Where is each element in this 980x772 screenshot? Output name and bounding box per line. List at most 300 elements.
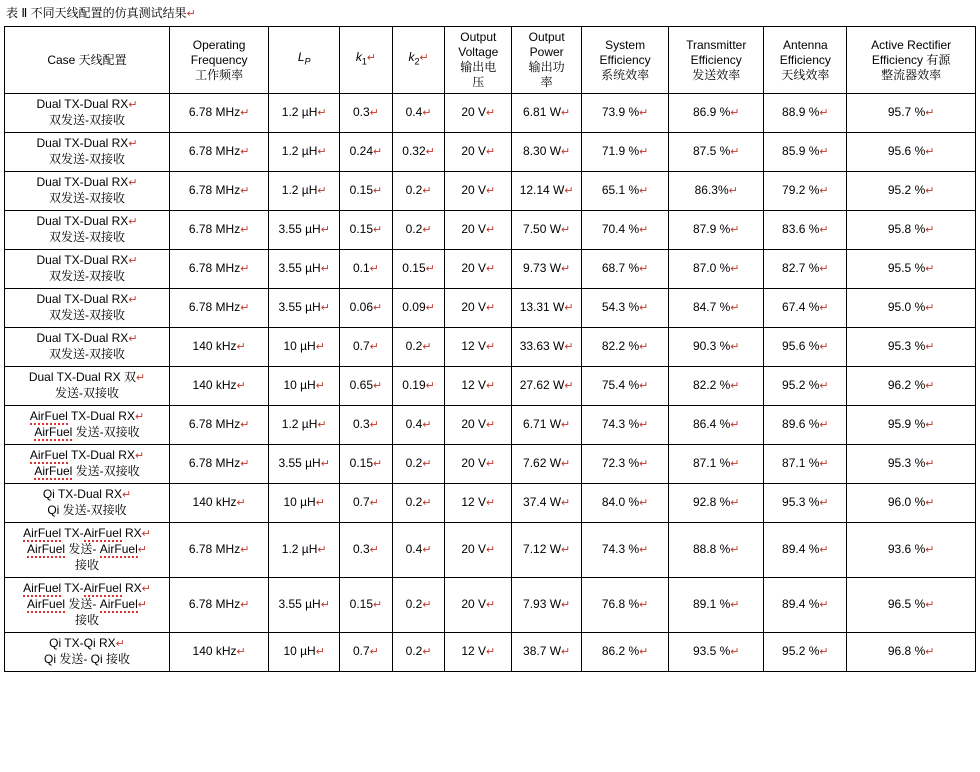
cell-output-voltage: 12 V↵ — [445, 633, 512, 672]
cell-transmitter-efficiency: 87.1 %↵ — [669, 445, 764, 484]
paragraph-mark-icon: ↵ — [422, 224, 432, 236]
paragraph-mark-icon: ↵ — [369, 341, 379, 353]
cell-system-efficiency: 74.3 %↵ — [582, 523, 669, 578]
paragraph-mark-icon: ↵ — [486, 107, 496, 119]
cell-k1: 0.65↵ — [340, 367, 393, 406]
paragraph-mark-icon: ↵ — [728, 185, 738, 197]
paragraph-mark-icon: ↵ — [819, 263, 829, 275]
paragraph-mark-icon: ↵ — [639, 419, 649, 431]
header-vout-line4: 压 — [472, 75, 485, 89]
cell-output-power: 38.7 W↵ — [512, 633, 582, 672]
paragraph-mark-icon: ↵ — [819, 419, 829, 431]
header-sys-line2: Efficiency — [599, 52, 651, 67]
spellcheck-term: AirFuel — [23, 581, 62, 595]
paragraph-mark-icon: ↵ — [561, 646, 571, 658]
paragraph-mark-icon: ↵ — [925, 224, 935, 236]
header-ant-line3: 天线效率 — [781, 67, 830, 82]
header-rect-line2: Efficiency 有源 — [871, 52, 951, 67]
paragraph-mark-icon: ↵ — [730, 263, 740, 275]
cell-case-line: AirFuel 发送- AirFuel↵ — [27, 597, 147, 611]
cell-system-efficiency: 82.2 %↵ — [582, 328, 669, 367]
cell-transmitter-efficiency: 87.9 %↵ — [669, 211, 764, 250]
cell-k1: 0.15↵ — [340, 578, 393, 633]
table-header-row — [5, 27, 976, 94]
paragraph-mark-icon: ↵ — [564, 302, 574, 314]
paragraph-mark-icon: ↵ — [240, 458, 250, 470]
cell-lp: 3.55 µH↵ — [269, 578, 340, 633]
cell-case — [5, 406, 170, 445]
paragraph-mark-icon: ↵ — [925, 263, 935, 275]
cell-case-line: 双发送-双接收 — [49, 308, 126, 322]
results-table — [4, 26, 976, 672]
paragraph-mark-icon: ↵ — [925, 302, 935, 314]
paragraph-mark-icon: ↵ — [730, 497, 740, 509]
paragraph-mark-icon: ↵ — [240, 146, 250, 158]
paragraph-mark-icon: ↵ — [373, 302, 383, 314]
paragraph-mark-icon: ↵ — [925, 646, 935, 658]
paragraph-mark-icon: ↵ — [486, 646, 496, 658]
cell-output-power: 8.30 W↵ — [512, 133, 582, 172]
paragraph-mark-icon: ↵ — [486, 224, 496, 236]
paragraph-mark-icon: ↵ — [128, 255, 138, 267]
paragraph-mark-icon: ↵ — [422, 544, 432, 556]
paragraph-mark-icon: ↵ — [240, 544, 250, 556]
cell-k2: 0.2↵ — [392, 633, 445, 672]
paragraph-mark-icon: ↵ — [425, 146, 435, 158]
cell-lp: 10 µH↵ — [269, 633, 340, 672]
cell-output-power: 13.31 W↵ — [512, 289, 582, 328]
paragraph-mark-icon: ↵ — [366, 52, 377, 65]
cell-case — [5, 578, 170, 633]
cell-antenna-efficiency: 83.6 %↵ — [764, 211, 847, 250]
cell-lp: 3.55 µH↵ — [269, 250, 340, 289]
paragraph-mark-icon: ↵ — [422, 497, 432, 509]
header-output-voltage — [445, 27, 512, 94]
header-frequency-line3: 工作频率 — [195, 67, 244, 82]
cell-output-power: 7.12 W↵ — [512, 523, 582, 578]
paragraph-mark-icon: ↵ — [925, 341, 935, 353]
spellcheck-term: AirFuel — [99, 542, 138, 556]
paragraph-mark-icon: ↵ — [369, 107, 379, 119]
paragraph-mark-icon: ↵ — [236, 646, 246, 658]
paragraph-mark-icon: ↵ — [422, 599, 432, 611]
paragraph-mark-icon: ↵ — [422, 185, 432, 197]
cell-frequency: 6.78 MHz↵ — [170, 406, 269, 445]
paragraph-mark-icon: ↵ — [240, 185, 250, 197]
cell-case — [5, 367, 170, 406]
cell-case — [5, 328, 170, 367]
paragraph-mark-icon: ↵ — [639, 263, 649, 275]
header-k2-symbol: k — [408, 50, 415, 65]
paragraph-mark-icon: ↵ — [639, 544, 649, 556]
paragraph-mark-icon: ↵ — [315, 380, 325, 392]
header-sys-line1: System — [605, 37, 646, 52]
paragraph-mark-icon: ↵ — [639, 107, 649, 119]
paragraph-mark-icon: ↵ — [141, 528, 151, 540]
paragraph-mark-icon: ↵ — [819, 185, 829, 197]
cell-k1: 0.7↵ — [340, 328, 393, 367]
cell-transmitter-efficiency: 84.7 %↵ — [669, 289, 764, 328]
paragraph-mark-icon: ↵ — [639, 224, 649, 236]
cell-output-voltage: 20 V↵ — [445, 211, 512, 250]
table-row — [5, 328, 976, 367]
header-pout-line2: Power — [529, 45, 564, 59]
cell-frequency: 6.78 MHz↵ — [170, 250, 269, 289]
paragraph-mark-icon: ↵ — [561, 458, 571, 470]
table-row — [5, 484, 976, 523]
cell-output-voltage: 12 V↵ — [445, 484, 512, 523]
cell-case-line: 接收 — [75, 558, 100, 572]
cell-lp: 1.2 µH↵ — [269, 172, 340, 211]
paragraph-mark-icon: ↵ — [925, 380, 935, 392]
cell-case — [5, 633, 170, 672]
cell-lp: 3.55 µH↵ — [269, 211, 340, 250]
spellcheck-term: AirFuel — [34, 425, 73, 439]
cell-case-line: Qi TX-Qi RX↵ — [49, 636, 125, 650]
paragraph-mark-icon: ↵ — [730, 544, 740, 556]
paragraph-mark-icon: ↵ — [369, 263, 379, 275]
cell-lp: 3.55 µH↵ — [269, 289, 340, 328]
paragraph-mark-icon: ↵ — [561, 224, 571, 236]
cell-k1: 0.24↵ — [340, 133, 393, 172]
table-row — [5, 406, 976, 445]
paragraph-mark-icon: ↵ — [925, 497, 935, 509]
cell-transmitter-efficiency: 87.0 %↵ — [669, 250, 764, 289]
cell-k2: 0.09↵ — [392, 289, 445, 328]
cell-output-power: 7.62 W↵ — [512, 445, 582, 484]
cell-frequency: 140 kHz↵ — [170, 367, 269, 406]
paragraph-mark-icon: ↵ — [419, 52, 429, 65]
cell-transmitter-efficiency: 86.9 %↵ — [669, 94, 764, 133]
cell-case-line: AirFuel TX-Dual RX↵ — [29, 448, 145, 462]
cell-lp: 10 µH↵ — [269, 328, 340, 367]
paragraph-mark-icon: ↵ — [317, 544, 327, 556]
paragraph-mark-icon: ↵ — [422, 419, 432, 431]
cell-case-line: 双发送-双接收 — [49, 113, 126, 127]
cell-lp: 1.2 µH↵ — [269, 406, 340, 445]
cell-antenna-efficiency: 85.9 %↵ — [764, 133, 847, 172]
cell-output-voltage: 20 V↵ — [445, 250, 512, 289]
table-row — [5, 523, 976, 578]
paragraph-mark-icon: ↵ — [925, 107, 935, 119]
cell-transmitter-efficiency: 82.2 %↵ — [669, 367, 764, 406]
cell-system-efficiency: 74.3 %↵ — [582, 406, 669, 445]
cell-rectifier-efficiency: 95.7 %↵ — [847, 94, 976, 133]
paragraph-mark-icon: ↵ — [422, 646, 432, 658]
paragraph-mark-icon: ↵ — [819, 341, 829, 353]
paragraph-mark-icon: ↵ — [819, 544, 829, 556]
paragraph-mark-icon: ↵ — [137, 599, 147, 611]
cell-case-line: Dual TX-Dual RX↵ — [36, 253, 138, 267]
table-row — [5, 94, 976, 133]
paragraph-mark-icon: ↵ — [315, 497, 325, 509]
header-pout-line4: 率 — [540, 75, 553, 89]
paragraph-mark-icon: ↵ — [425, 380, 435, 392]
header-rect-line3: 整流器效率 — [881, 67, 942, 82]
cell-case-line: Dual TX-Dual RX 双↵ — [28, 370, 146, 384]
paragraph-mark-icon: ↵ — [373, 380, 383, 392]
cell-lp: 3.55 µH↵ — [269, 445, 340, 484]
cell-lp: 10 µH↵ — [269, 367, 340, 406]
paragraph-mark-icon: ↵ — [925, 458, 935, 470]
cell-k2: 0.32↵ — [392, 133, 445, 172]
paragraph-mark-icon: ↵ — [236, 341, 246, 353]
paragraph-mark-icon: ↵ — [561, 419, 571, 431]
paragraph-mark-icon: ↵ — [486, 458, 496, 470]
cell-k1: 0.7↵ — [340, 484, 393, 523]
paragraph-mark-icon: ↵ — [486, 544, 496, 556]
cell-rectifier-efficiency: 96.8 %↵ — [847, 633, 976, 672]
paragraph-mark-icon: ↵ — [564, 380, 574, 392]
cell-rectifier-efficiency: 95.2 %↵ — [847, 172, 976, 211]
cell-rectifier-efficiency: 95.8 %↵ — [847, 211, 976, 250]
paragraph-mark-icon: ↵ — [561, 263, 571, 275]
paragraph-mark-icon: ↵ — [639, 341, 649, 353]
paragraph-mark-icon: ↵ — [486, 380, 496, 392]
cell-transmitter-efficiency: 89.1 %↵ — [669, 578, 764, 633]
header-lp — [269, 27, 340, 94]
cell-frequency: 6.78 MHz↵ — [170, 94, 269, 133]
paragraph-mark-icon: ↵ — [639, 185, 649, 197]
cell-case-line: AirFuel TX-AirFuel RX↵ — [23, 526, 151, 540]
cell-system-efficiency: 73.9 %↵ — [582, 94, 669, 133]
paragraph-mark-icon: ↵ — [925, 146, 935, 158]
paragraph-mark-icon: ↵ — [925, 599, 935, 611]
spellcheck-term: AirFuel — [29, 409, 68, 423]
paragraph-mark-icon: ↵ — [128, 333, 138, 345]
paragraph-mark-icon: ↵ — [730, 341, 740, 353]
spellcheck-term: AirFuel — [34, 464, 73, 478]
header-k2 — [392, 27, 445, 94]
header-frequency-line1: Operating — [192, 37, 246, 52]
cell-k2: 0.2↵ — [392, 172, 445, 211]
cell-transmitter-efficiency: 88.8 %↵ — [669, 523, 764, 578]
cell-rectifier-efficiency: 96.2 %↵ — [847, 367, 976, 406]
table-row — [5, 211, 976, 250]
cell-output-power: 12.14 W↵ — [512, 172, 582, 211]
paragraph-mark-icon: ↵ — [486, 185, 496, 197]
header-case — [5, 27, 170, 94]
cell-case — [5, 523, 170, 578]
cell-system-efficiency: 84.0 %↵ — [582, 484, 669, 523]
cell-output-voltage: 20 V↵ — [445, 523, 512, 578]
table-row — [5, 578, 976, 633]
paragraph-mark-icon: ↵ — [373, 599, 383, 611]
cell-lp: 1.2 µH↵ — [269, 523, 340, 578]
paragraph-mark-icon: ↵ — [561, 599, 571, 611]
table-row — [5, 250, 976, 289]
paragraph-mark-icon: ↵ — [639, 146, 649, 158]
cell-case — [5, 172, 170, 211]
cell-k2: 0.2↵ — [392, 211, 445, 250]
table-row — [5, 633, 976, 672]
paragraph-mark-icon: ↵ — [561, 146, 571, 158]
paragraph-mark-icon: ↵ — [730, 146, 740, 158]
cell-antenna-efficiency: 89.4 %↵ — [764, 523, 847, 578]
paragraph-mark-icon: ↵ — [730, 107, 740, 119]
paragraph-mark-icon: ↵ — [564, 185, 574, 197]
header-k1 — [340, 27, 393, 94]
cell-k1: 0.15↵ — [340, 172, 393, 211]
cell-frequency: 140 kHz↵ — [170, 328, 269, 367]
cell-case — [5, 289, 170, 328]
header-k1-symbol: k — [355, 50, 362, 65]
header-frequency — [170, 27, 269, 94]
cell-k1: 0.7↵ — [340, 633, 393, 672]
paragraph-mark-icon: ↵ — [141, 583, 151, 595]
cell-case-line: 双发送-双接收 — [49, 269, 126, 283]
cell-frequency: 6.78 MHz↵ — [170, 133, 269, 172]
cell-frequency: 6.78 MHz↵ — [170, 211, 269, 250]
cell-system-efficiency: 71.9 %↵ — [582, 133, 669, 172]
cell-case-line: 双发送-双接收 — [49, 230, 126, 244]
cell-k2: 0.2↵ — [392, 445, 445, 484]
paragraph-mark-icon: ↵ — [486, 497, 496, 509]
paragraph-mark-icon: ↵ — [730, 224, 740, 236]
cell-antenna-efficiency: 82.7 %↵ — [764, 250, 847, 289]
cell-transmitter-efficiency: 86.3%↵ — [669, 172, 764, 211]
header-sys-line3: 系统效率 — [601, 67, 650, 82]
paragraph-mark-icon: ↵ — [561, 497, 571, 509]
cell-system-efficiency: 86.2 %↵ — [582, 633, 669, 672]
cell-k1: 0.3↵ — [340, 523, 393, 578]
cell-transmitter-efficiency: 90.3 %↵ — [669, 328, 764, 367]
paragraph-mark-icon: ↵ — [373, 224, 383, 236]
cell-antenna-efficiency: 67.4 %↵ — [764, 289, 847, 328]
cell-k1: 0.15↵ — [340, 445, 393, 484]
cell-rectifier-efficiency: 95.6 %↵ — [847, 133, 976, 172]
cell-k1: 0.3↵ — [340, 406, 393, 445]
header-rectifier-efficiency — [847, 27, 976, 94]
cell-antenna-efficiency: 89.4 %↵ — [764, 578, 847, 633]
cell-antenna-efficiency: 87.1 %↵ — [764, 445, 847, 484]
spellcheck-term: AirFuel — [27, 597, 66, 611]
cell-case-line: AirFuel 发送-双接收 — [34, 464, 140, 478]
paragraph-mark-icon: ↵ — [373, 458, 383, 470]
paragraph-mark-icon: ↵ — [819, 380, 829, 392]
cell-frequency: 6.78 MHz↵ — [170, 289, 269, 328]
paragraph-mark-icon: ↵ — [819, 497, 829, 509]
paragraph-mark-icon: ↵ — [320, 458, 330, 470]
paragraph-mark-icon: ↵ — [819, 107, 829, 119]
paragraph-mark-icon: ↵ — [317, 419, 327, 431]
cell-case — [5, 445, 170, 484]
paragraph-mark-icon: ↵ — [121, 489, 132, 501]
paragraph-mark-icon: ↵ — [925, 544, 935, 556]
header-pout-line1: Output — [528, 30, 565, 44]
paragraph-mark-icon: ↵ — [819, 146, 829, 158]
cell-k2: 0.4↵ — [392, 94, 445, 133]
paragraph-mark-icon: ↵ — [639, 599, 649, 611]
cell-case — [5, 250, 170, 289]
paragraph-mark-icon: ↵ — [730, 380, 740, 392]
cell-rectifier-efficiency: 95.9 %↵ — [847, 406, 976, 445]
header-lp-symbol: L — [297, 50, 305, 65]
cell-case-line: AirFuel TX-Dual RX↵ — [29, 409, 145, 423]
cell-case — [5, 133, 170, 172]
paragraph-mark-icon: ↵ — [730, 419, 740, 431]
paragraph-mark-icon: ↵ — [240, 224, 250, 236]
cell-output-power: 6.81 W↵ — [512, 94, 582, 133]
cell-k1: 0.1↵ — [340, 250, 393, 289]
paragraph-mark-icon: ↵ — [315, 646, 325, 658]
cell-case-line: Qi TX-Dual RX↵ — [42, 487, 132, 501]
header-vout-line2: Voltage — [458, 45, 499, 59]
header-tx-line1: Transmitter — [686, 37, 747, 52]
paragraph-mark-icon: ↵ — [320, 302, 330, 314]
header-lp-subscript: P — [304, 56, 311, 67]
cell-rectifier-efficiency: 95.3 %↵ — [847, 445, 976, 484]
cell-case-line: 双发送-双接收 — [49, 191, 126, 205]
header-k1-subscript: 1 — [361, 56, 367, 67]
paragraph-mark-icon: ↵ — [486, 302, 496, 314]
cell-frequency: 6.78 MHz↵ — [170, 523, 269, 578]
cell-case — [5, 211, 170, 250]
paragraph-mark-icon: ↵ — [317, 107, 327, 119]
cell-case-line: 接收 — [75, 613, 100, 627]
paragraph-mark-icon: ↵ — [317, 146, 327, 158]
paragraph-mark-icon: ↵ — [425, 263, 435, 275]
paragraph-mark-icon: ↵ — [639, 646, 649, 658]
cell-antenna-efficiency: 88.9 %↵ — [764, 94, 847, 133]
paragraph-mark-icon: ↵ — [240, 107, 250, 119]
cell-case-line: Qi 发送-双接收 — [47, 503, 127, 517]
paragraph-mark-icon: ↵ — [134, 450, 145, 462]
paragraph-mark-icon: ↵ — [134, 411, 145, 423]
cell-rectifier-efficiency: 96.5 %↵ — [847, 578, 976, 633]
paragraph-mark-icon: ↵ — [320, 599, 330, 611]
table-row — [5, 367, 976, 406]
cell-output-power: 7.93 W↵ — [512, 578, 582, 633]
paragraph-mark-icon: ↵ — [320, 224, 330, 236]
paragraph-mark-icon: ↵ — [369, 419, 379, 431]
paragraph-mark-icon: ↵ — [819, 599, 829, 611]
paragraph-mark-icon: ↵ — [425, 302, 435, 314]
paragraph-mark-icon: ↵ — [369, 544, 379, 556]
paragraph-mark-icon: ↵ — [639, 380, 649, 392]
table-body — [5, 94, 976, 672]
cell-output-power: 7.50 W↵ — [512, 211, 582, 250]
cell-output-voltage: 20 V↵ — [445, 133, 512, 172]
paragraph-mark-icon: ↵ — [561, 544, 571, 556]
cell-k2: 0.19↵ — [392, 367, 445, 406]
cell-transmitter-efficiency: 93.5 %↵ — [669, 633, 764, 672]
header-system-efficiency — [582, 27, 669, 94]
header-vout-line3: 输出电 — [460, 60, 497, 74]
cell-rectifier-efficiency: 96.0 %↵ — [847, 484, 976, 523]
cell-output-voltage: 20 V↵ — [445, 578, 512, 633]
paragraph-mark-icon: ↵ — [135, 372, 146, 384]
cell-case-line: 双发送-双接收 — [49, 152, 126, 166]
paragraph-mark-icon: ↵ — [373, 146, 383, 158]
paragraph-mark-icon: ↵ — [486, 341, 496, 353]
cell-k2: 0.4↵ — [392, 523, 445, 578]
paragraph-mark-icon: ↵ — [317, 185, 327, 197]
cell-case-line: AirFuel TX-AirFuel RX↵ — [23, 581, 151, 595]
paragraph-mark-icon: ↵ — [128, 294, 138, 306]
cell-frequency: 6.78 MHz↵ — [170, 578, 269, 633]
spellcheck-term: AirFuel — [83, 526, 122, 540]
cell-case-line: Dual TX-Dual RX↵ — [36, 292, 138, 306]
paragraph-mark-icon: ↵ — [819, 224, 829, 236]
header-tx-line3: 发送效率 — [692, 67, 741, 82]
cell-system-efficiency: 72.3 %↵ — [582, 445, 669, 484]
paragraph-mark-icon: ↵ — [819, 458, 829, 470]
table-row — [5, 172, 976, 211]
cell-k2: 0.2↵ — [392, 328, 445, 367]
cell-case-line: Dual TX-Dual RX↵ — [36, 175, 138, 189]
paragraph-mark-icon: ↵ — [369, 646, 379, 658]
